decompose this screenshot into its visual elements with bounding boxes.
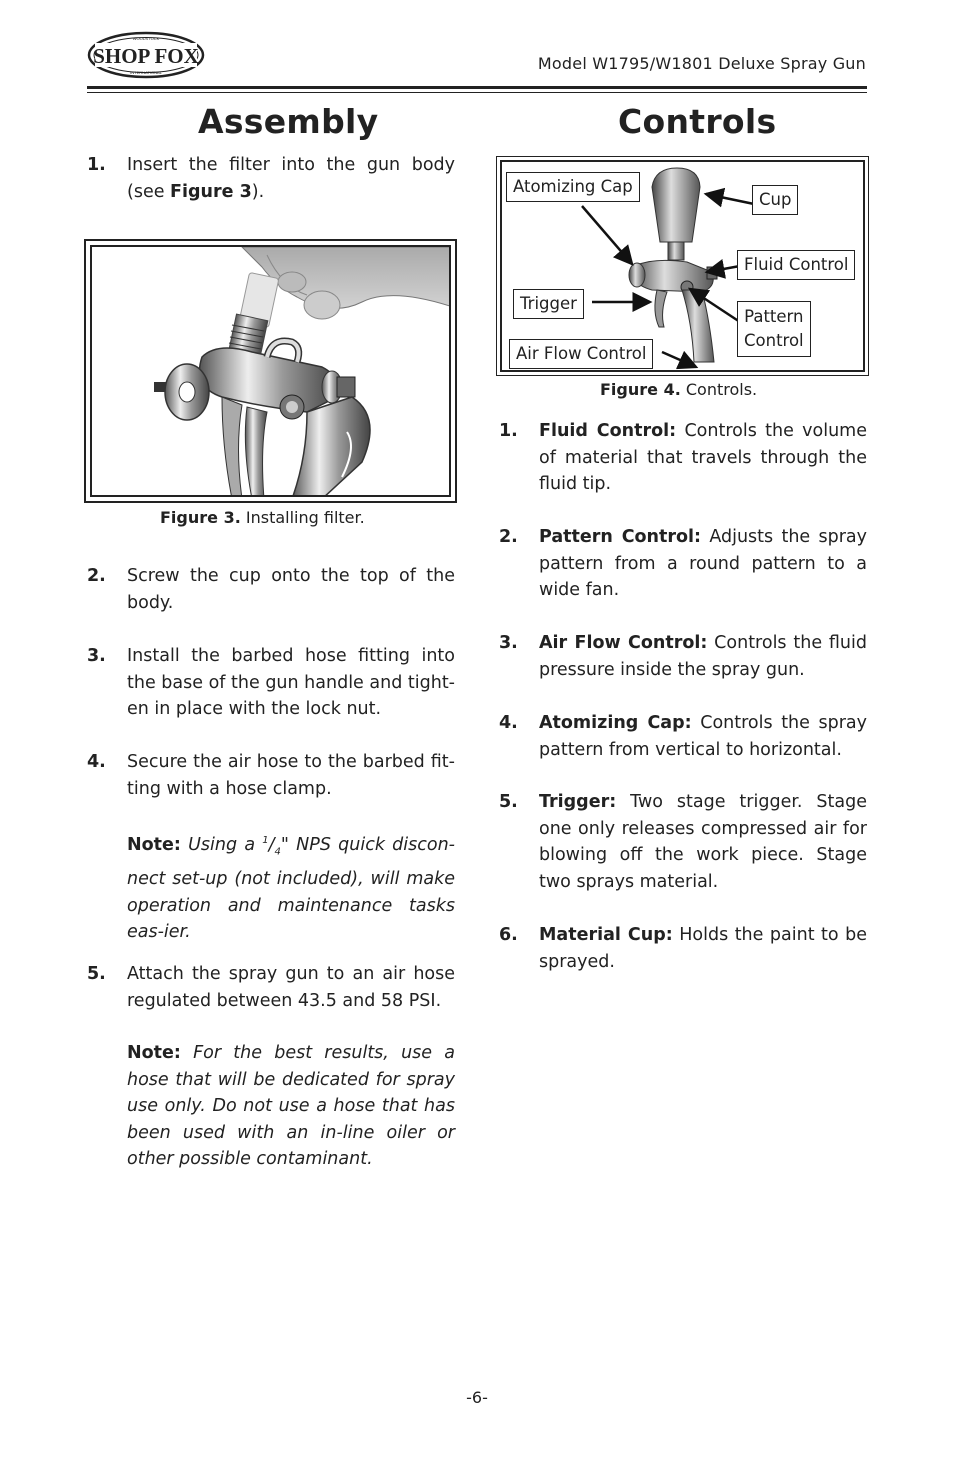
label-cup: Cup <box>752 185 798 215</box>
assembly-step-4 <box>87 749 455 802</box>
item-number: 5. <box>499 792 518 812</box>
header-rule-thick <box>87 86 867 89</box>
assembly-note-2: Note: For the best results, use a hose that will be dedicated for spray use only. Do not use a hose that has been used with an in-line oiler or other possible contaminant. <box>127 1043 455 1170</box>
shop-fox-logo <box>87 30 205 80</box>
assembly-step-5 <box>87 961 455 1014</box>
label-trigger: Trigger <box>513 289 584 319</box>
label-fluid-control: Fluid Control <box>737 250 855 280</box>
item-number: 1. <box>499 421 518 441</box>
figure-3-frame <box>84 239 457 503</box>
control-item-air-flow-control <box>499 630 867 683</box>
item-number: 6. <box>499 925 518 945</box>
label-atomizing-cap: Atomizing Cap <box>506 172 640 202</box>
step-text: Insert the filter into the gun body (see Figure 3). <box>127 155 455 202</box>
figure-4-diagram <box>500 160 865 372</box>
controls-heading: Controls <box>618 102 777 141</box>
assembly-heading: Assembly <box>198 102 379 141</box>
step-number: 1. <box>87 155 106 175</box>
figure-3-caption: Figure 3. Installing filter. <box>160 508 365 527</box>
item-text: Fluid Control: Controls the volume of material that travels through the fluid tip. <box>539 421 867 495</box>
control-item-fluid-control <box>499 418 867 498</box>
control-item-pattern-control <box>499 524 867 604</box>
control-item-material-cup <box>499 922 867 975</box>
item-number: 3. <box>499 633 518 653</box>
control-item-atomizing-cap <box>499 710 867 763</box>
assembly-step-3 <box>87 643 455 723</box>
assembly-step-2 <box>87 563 455 616</box>
item-text: Atomizing Cap: Controls the spray pattern from vertical to horizontal. <box>539 713 867 760</box>
svg-text:SHOP FOX: SHOP FOX <box>93 44 199 68</box>
item-text: Pattern Control: Adjusts the spray pattern from a round pattern to a wide fan. <box>539 527 867 601</box>
step-number: 4. <box>87 752 106 772</box>
step-text: Install the barbed hose fitting into the base of the gun handle and tight-en in place with the lock nut. <box>127 646 455 720</box>
step-number: 5. <box>87 964 106 984</box>
step-number: 3. <box>87 646 106 666</box>
item-text: Material Cup: Holds the paint to be sprayed. <box>539 925 867 972</box>
svg-text:INTERNATIONAL: INTERNATIONAL <box>130 70 162 75</box>
step-number: 2. <box>87 566 106 586</box>
figure-4-frame <box>496 156 869 376</box>
item-text: Air Flow Control: Controls the fluid pressure inside the spray gun. <box>539 633 867 680</box>
item-number: 2. <box>499 527 518 547</box>
item-text: Trigger: Two stage trigger. Stage one only releases compressed air for blowing off the work piece. Stage two sprays material. <box>539 792 867 892</box>
item-number: 4. <box>499 713 518 733</box>
assembly-note-1: Note: Using a $^1/_4$" NPS quick discon-nect set-up (not included), will make operation and maintenance tasks eas-ier. <box>127 834 455 943</box>
model-title: Model W1795/W1801 Deluxe Spray Gun <box>537 54 866 73</box>
figure-4-caption: Figure 4. Controls. <box>600 380 758 399</box>
step-text: Secure the air hose to the barbed fit-ting with a hose clamp. <box>127 752 455 799</box>
svg-text:WOODSTOCK: WOODSTOCK <box>132 36 160 41</box>
label-air-flow-control: Air Flow Control <box>509 339 653 369</box>
header-rule-thin <box>87 92 867 93</box>
step-text: Screw the cup onto the top of the body. <box>127 566 455 613</box>
label-pattern-control: Pattern Control <box>737 301 811 357</box>
assembly-step-1 <box>87 152 455 205</box>
control-item-trigger <box>499 789 867 895</box>
step-text: Attach the spray gun to an air hose regulated between 43.5 and 58 PSI. <box>127 964 455 1011</box>
page-number: -6- <box>466 1388 488 1407</box>
figure-3-photo <box>90 245 451 497</box>
